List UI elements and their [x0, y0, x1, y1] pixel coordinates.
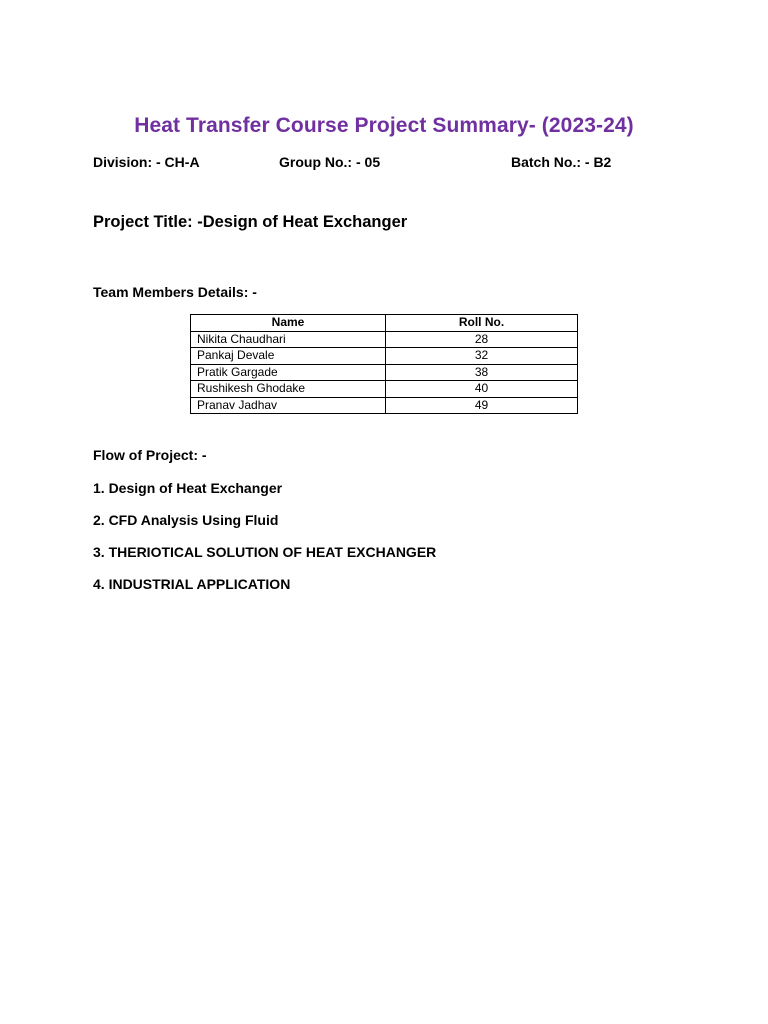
member-name: Pankaj Devale — [191, 348, 386, 365]
member-roll: 40 — [386, 381, 578, 398]
table-row — [191, 348, 578, 365]
project-title: Project Title: -Design of Heat Exchanger — [93, 213, 408, 231]
batch-label: Batch No.: - B2 — [511, 154, 612, 170]
member-roll: 32 — [386, 348, 578, 365]
column-header-roll: Roll No. — [386, 315, 578, 332]
team-members-table — [190, 314, 578, 414]
flow-item: 2. CFD Analysis Using Fluid — [93, 512, 279, 528]
table-row — [191, 364, 578, 381]
table-header-row — [191, 315, 578, 332]
column-header-name: Name — [191, 315, 386, 332]
flow-item: 3. THERIOTICAL SOLUTION OF HEAT EXCHANGER — [93, 544, 437, 560]
member-roll: 49 — [386, 397, 578, 414]
flow-of-project-heading: Flow of Project: - — [93, 447, 207, 463]
member-roll: 28 — [386, 331, 578, 348]
member-name: Rushikesh Ghodake — [191, 381, 386, 398]
table-row — [191, 381, 578, 398]
member-roll: 38 — [386, 364, 578, 381]
member-name: Pranav Jadhav — [191, 397, 386, 414]
team-members-heading: Team Members Details: - — [93, 284, 257, 300]
group-label: Group No.: - 05 — [279, 154, 381, 170]
table-row — [191, 397, 578, 414]
flow-item: 1. Design of Heat Exchanger — [93, 480, 283, 496]
table-row — [191, 331, 578, 348]
flow-item: 4. INDUSTRIAL APPLICATION — [93, 576, 291, 592]
member-name: Nikita Chaudhari — [191, 331, 386, 348]
member-name: Pratik Gargade — [191, 364, 386, 381]
division-label: Division: - CH-A — [93, 154, 200, 170]
document-title: Heat Transfer Course Project Summary- (2023-24) — [134, 114, 634, 137]
